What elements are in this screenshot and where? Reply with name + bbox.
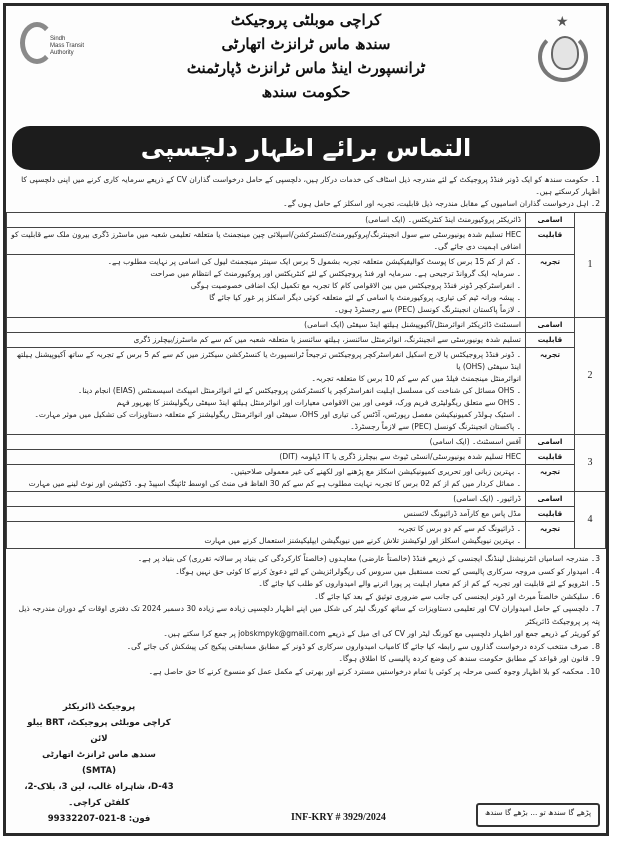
- advert-footer: [6, 693, 606, 833]
- table-row: [7, 333, 606, 348]
- job-advertisement: [3, 3, 609, 836]
- qualification-label: قابلیت: [526, 333, 575, 348]
- title-government: حکومت سندھ: [261, 83, 351, 101]
- post-value: ڈائریکٹر پروکیورمنٹ اینڈ کنٹریکٹس۔ (ایک اسامی): [7, 213, 526, 228]
- experience-value: ۔ کم از کم 15 برس کا پوسٹ کوالیفیکیشن متعلقہ تجربہ بشمول 5 برس ایک سینئر مینجمنٹ لیول کی اسامی پر نہایت مطلوب ہے۔ ۔ سرمایہ ایک گروانڈ ترجیحی ہے۔ سرمایہ اور فنڈ پروجیکٹس کے لئے کنٹریکٹس اور پروکیورمنٹ کے انتظام میں صراحت ۔ انفراسٹرکچر ڈونر فنڈڈ پروجیکٹس میں بین الاقوامی کام کا تجربہ مع تکمیل ایک اضافی خصوصیت ہوگی ۔ پیشہ ورانہ ٹیم کی تیاری، پروکیورمنٹ یا اسامی کے لئے متعلقہ کوئی دیگر اسکلز پر غور کیا جائے گا ۔ لازماً پاکستان انجینئرنگ کونسل (PEC) سے رجسٹرڈ ہوں۔: [7, 255, 526, 318]
- intro-text: [6, 170, 606, 212]
- job-number: 3: [575, 435, 606, 492]
- experience-label: تجربہ: [526, 348, 575, 435]
- qualification-value: HEC تسلیم شدہ یونیورسٹی/انسٹی ٹیوٹ سے بیچلرز ڈگری یا IT ڈپلومہ (DIT): [7, 450, 526, 465]
- note-item: 5۔ انٹرویو کے لئے قابلیت اور تجربہ کے کم از کم معیار اہلیت پر پورا اترنے والے امیدواروں کو طلب کیا جائے گا۔: [258, 579, 600, 588]
- smta-logo-text: Sindh Mass Transit Authority: [50, 36, 85, 56]
- table-row: [7, 348, 606, 435]
- table-row: [7, 522, 606, 549]
- note-item: 9۔ قانون اور قواعد کے مطابق حکومت سندھ کی وضع کردہ پالیسی کا اطلاق ہوگا۔: [338, 654, 600, 663]
- note-item: 8۔ صرف منتخب کردہ درخواست گذاروں سے رابطہ کیا جائے گا کامیاب امیدواروں سرکاری کو ڈونر کے مطابق مسابقتی پیکیج کی پیشکش کی جائے گی۔: [126, 641, 600, 651]
- post-label: اسامی: [526, 492, 575, 507]
- experience-label: تجربہ: [526, 465, 575, 492]
- title-project: کراچی موبلٹی پروجیکٹ: [230, 11, 382, 29]
- experience-value: ۔ بہترین زبانی اور تحریری کمیونیکیشن اسکلز مع پڑھنے اور لکھنے کی غیر معمولی صلاحیتیں۔ ۔ مماثل کردار میں کم از کم 02 برس کا تجربہ نہایت مطلوب ہے کم سے کم 30 الفاظ فی منٹ کی اوسط ٹائپنگ اسپیڈ ہو۔ ڈکٹیشن اور نوٹ لینے میں مہارت: [7, 465, 526, 492]
- sindh-government-emblem-icon: [534, 14, 592, 86]
- reference-number: INF-KRY # 3929/2024: [291, 812, 386, 823]
- note-item: 3۔ مندرجہ اسامیاں انٹرنیشنل لینڈنگ ایجنسی کے ذریعے فنڈڈ (خالصتاً عارضی) معاہدوں (خالصتاً کارکردگی کی بنیاد پر سالانہ تقرری) کی بنیاد پر ہے۔: [137, 554, 600, 563]
- smta-logo-icon: [16, 20, 86, 70]
- slogan-stamp: پڑھے گا سندھ تو ... بڑھے گا سندھ: [476, 803, 600, 827]
- table-row: [7, 492, 606, 507]
- post-value: آفس اسسٹنٹ۔ (ایک اسامی): [7, 435, 526, 450]
- job-number: 4: [575, 492, 606, 549]
- note-item-email: کو کوریئر کے ذریعے جمع اور اظہار دلچسپی مع کورنگ لیٹر اور CV کی ای میل کے ذریعے jobskmpyk@gmail.com پر جمع کرا سکتے ہیں۔: [163, 629, 600, 638]
- table-row: [7, 507, 606, 522]
- qualification-value: HEC تسلیم شدہ یونیورسٹی سے سول انجینئرنگ/پروکیورمنٹ/کنسٹرکشن/اسپلائی چین مینجمنٹ یا متعلقہ تعلیمی شعبہ میں ماسٹرز ڈگری بیرون ملک سے قابلیت کو اضافی اہمیت دی جائے گی۔: [7, 228, 526, 255]
- table-row: [7, 450, 606, 465]
- experience-value: ۔ ڈونر فنڈڈ پروجیکٹس یا لارج اسکیل انفراسٹرکچر پروجیکٹس ترجیحاً ٹرانسپورٹ یا کنسٹرکشن سیکٹرز میں کم سے کم 5 برس کے تجربہ کے ساتھ آکیوپیشنل ہیلتھ اینڈ سیفٹی (OHS) یا انوائرمنٹل مینجمنٹ فیلڈ میں کم سے کم 10 برس کا متعلقہ تجربہ۔ ۔ OHS مسائل کی شناخت کی مسلسل اہلیت انفراسٹرکچر یا کنسٹرکشن پروجیکٹس کے لئے انوائرمنٹل امپیکٹ اسیسمنٹس (EIAS) انجام دینا۔ ۔ OHS سے متعلق ریگولیٹری فریم ورک، قومی اور بین الاقوامی معیارات اور انوائرمنٹل ہیلتھ اینڈ سیفٹی ریگولیشنز کا بھرپور فہم ۔ اسٹیک ہولڈر کمیونیکیشن مفصل رپورٹس، آڈٹس کی تیاری اور OHS، سیفٹی اور انوائرمنٹل ریگولیشنز کے متعلقہ دستاویزات کی تشکیل میں موثر مہارت۔ ۔ پاکستان انجینئرنگ کونسل (PEC) سے لازماً رجسٹرڈ۔: [7, 348, 526, 435]
- banner-title: التماس برائے اظہار دلچسپی: [12, 126, 600, 170]
- post-label: اسامی: [526, 318, 575, 333]
- job-number: 2: [575, 318, 606, 435]
- note-item: 4۔ امیدوار کو کسی مروجہ سرکاری پالیسی کے تحت مستقبل میں سروس کی ریگولرائزیشن کے لئے دعویٰ کرنے کا کوئی حق نہیں ہوگا۔: [175, 566, 600, 576]
- qualification-label: قابلیت: [526, 228, 575, 255]
- table-row: [7, 213, 606, 228]
- advert-header: [6, 6, 606, 126]
- signatory-title: پروجیکٹ ڈائریکٹر: [62, 702, 136, 712]
- note-item: 7۔ دلچسپی کے حامل امیدواران CV اور تعلیمی دستاویزات کے ساتھ کورنگ لیٹر کی شکل میں اپنے اظہار دلچسپی زیادہ سے زیادہ 30 دسمبر 2024 تک دفتری اوقات کے دوران مندرجہ ذیل پتہ پر پروجیکٹ ڈائریکٹر: [18, 604, 600, 626]
- experience-value: ۔ ڈرائیونگ کم سے کم دو برس کا تجربہ ۔ بہترین نیویگیشن اسکلز اور لوکیشنز تلاش کرنے میں نیویگیشن ایپلیکیشنز استعمال کرنے میں مہارت: [7, 522, 526, 549]
- experience-label: تجربہ: [526, 255, 575, 318]
- note-item: 10۔ محکمہ کو بلا اظہار وجوہ کسی مرحلہ پر کوئی یا تمام درخواستیں مسترد کرنے اور بھرتی کے مکمل عمل کو منسوخ کرنے کا حق حاصل ہے۔: [148, 666, 600, 676]
- post-label: اسامی: [526, 213, 575, 228]
- title-authority: سندھ ماس ٹرانزٹ اتھارٹی: [221, 35, 391, 53]
- post-value: ڈرائیور۔ (ایک اسامی): [7, 492, 526, 507]
- signature-block: [24, 699, 174, 827]
- job-number: 1: [575, 213, 606, 318]
- note-item: 6۔ سلیکشن خالصتاً میرٹ اور ڈونر ایجنسی کی جانب سے ضروری توثیق کے بعد کیا جائے گا۔: [314, 591, 600, 601]
- signatory-address: D-43، شاہراہ غالب، لین 3، بلاک-2، کلفٹن کراچی۔: [24, 782, 174, 808]
- qualification-label: قابلیت: [526, 507, 575, 522]
- table-row: [7, 318, 606, 333]
- smta-logo-ring: [20, 22, 54, 64]
- signatory-authority: سندھ ماس ٹرانزٹ اتھارٹی (SMTA): [42, 750, 156, 776]
- post-label: اسامی: [526, 435, 575, 450]
- header-titles: [126, 8, 486, 104]
- positions-table: [6, 212, 606, 549]
- signatory-phone: فون: 8-021-99332207: [47, 814, 151, 824]
- qualification-value: مڈل پاس مع کارآمد ڈرائیونگ لائسنس: [7, 507, 526, 522]
- table-row: [7, 255, 606, 318]
- table-row: [7, 435, 606, 450]
- experience-label: تجربہ: [526, 522, 575, 549]
- terms-notes: [6, 549, 606, 678]
- star-icon: ★: [556, 14, 569, 30]
- intro-line: 1۔ حکومت سندھ کو ایک ڈونر فنڈڈ پروجیکٹ کے لئے مندرجہ ذیل اسٹاف کی خدمات درکار ہیں، دلچسپی کے حامل درخواست گذاران CV کے ذریعے سرمایہ کاری کرنے میں اپنی دلچسپی کا اظہار کرسکتے ہیں۔: [21, 175, 600, 196]
- table-row: [7, 465, 606, 492]
- signatory-project: کراچی موبلٹی پروجیکٹ، BRT ییلو لائن: [27, 718, 171, 744]
- post-value: اسسٹنٹ ڈائریکٹر انوائرمنٹل/آکیوپیشنل ہیلتھ اینڈ سیفٹی (ایک اسامی): [7, 318, 526, 333]
- title-department: ٹرانسپورٹ اینڈ ماس ٹرانزٹ ڈپارٹمنٹ: [186, 59, 426, 77]
- shield-icon: [551, 36, 579, 70]
- table-row: [7, 228, 606, 255]
- qualification-value: تسلیم شدہ یونیورسٹی سے انجینئرنگ، انوائرمنٹل سائنسز، ہیلتھ سائنسز یا متعلقہ شعبہ میں کم سے کم ماسٹرز/بیچلرز ڈگری: [7, 333, 526, 348]
- intro-line: 2۔ اہل درخواست گذاران اسامیوں کے مقابل مندرجہ ذیل قابلیت، تجربہ اور اسکلز کے حامل ہوں گے۔: [283, 199, 600, 208]
- qualification-label: قابلیت: [526, 450, 575, 465]
